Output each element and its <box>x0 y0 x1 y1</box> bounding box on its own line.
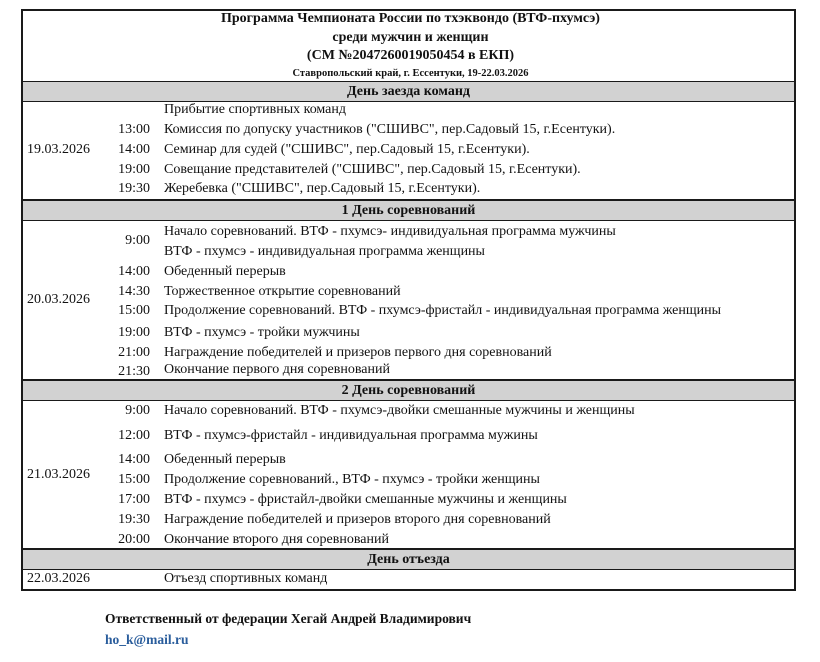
row-time: 21:30 <box>118 364 150 379</box>
row-event: Обеденный перерыв <box>164 264 286 279</box>
row-time: 9:00 <box>125 403 150 418</box>
title-line-2: среди мужчин и женщин <box>332 30 489 45</box>
row-time: 19:00 <box>118 325 150 340</box>
row-time: 15:00 <box>118 303 150 318</box>
row-event: Прибытие спортивных команд <box>164 102 347 117</box>
section-title-day2: 2 День соревнований <box>23 381 794 400</box>
row-event: Окончание первого дня соревнований <box>164 362 390 377</box>
row-event: Семинар для судей ("СШИВС", пер.Садовый 15, г.Есентуки). <box>164 142 530 157</box>
row-time: 19:00 <box>118 162 150 177</box>
row-event: Совещание представителей ("СШИВС", пер.Садовый 15, г.Есентуки). <box>164 162 581 177</box>
title-line-1: Программа Чемпионата России по тхэквондо (ВТФ-пхумсэ) <box>221 11 600 26</box>
row-time: 20:00 <box>118 532 150 547</box>
row-event: Награждение победителей и призеров второго дня соревнований <box>164 512 551 527</box>
row-event: Окончание второго дня соревнований <box>164 532 389 547</box>
row-time: 13:00 <box>118 122 150 137</box>
row-event: ВТФ - пхумсэ - тройки мужчины <box>164 325 360 340</box>
row-time: 19:30 <box>118 181 150 196</box>
row-time: 14:00 <box>118 452 150 467</box>
title-line-3: (СМ №2047260019050454 в ЕКП) <box>306 48 515 63</box>
row-time: 21:00 <box>118 345 150 360</box>
divider <box>23 400 794 401</box>
row-event: Торжественное открытие соревнований <box>164 284 401 299</box>
row-event: Начало соревнований. ВТФ - пхумсэ-двойки смешанные мужчины и женщины <box>164 403 635 418</box>
row-event: ВТФ - пхумсэ - фристайл-двойки смешанные мужчины и женщины <box>164 492 567 507</box>
row-time: 17:00 <box>118 492 150 507</box>
row-time: 12:00 <box>118 428 150 443</box>
venue-dates: Ставропольский край, г. Ессентуки, 19-22.03.2026 <box>292 68 529 79</box>
row-event: Продолжение соревнований. ВТФ - пхумсэ-фристайл - индивидуальная программа женщины <box>164 303 722 318</box>
row-time: 9:00 <box>125 233 150 248</box>
divider <box>23 220 794 221</box>
row-event: Комиссия по допуску участников ("СШИВС", пер.Садовый 15, г.Есентуки). <box>164 122 616 137</box>
section-date: 22.03.2026 <box>27 571 90 586</box>
section-date: 19.03.2026 <box>27 142 90 157</box>
row-time: 19:30 <box>118 512 150 527</box>
row-event: Начало соревнований. ВТФ - пхумсэ- индивидуальная программа мужчины <box>164 224 616 239</box>
section-title-departure: День отъезда <box>23 550 794 569</box>
divider <box>23 101 794 102</box>
responsible-person: Ответственный от федерации Хегай Андрей Владимирович <box>105 611 472 626</box>
row-event: ВТФ - пхумсэ - индивидуальная программа женщины <box>164 244 485 259</box>
section-date: 21.03.2026 <box>27 467 90 482</box>
section-title-arrival: День заезда команд <box>23 82 794 101</box>
row-event: Жеребевка ("СШИВС", пер.Садовый 15, г.Есентуки). <box>164 181 481 196</box>
row-event: Обеденный перерыв <box>164 452 286 467</box>
row-time: 14:00 <box>118 264 150 279</box>
contact-email[interactable]: ho_k@mail.ru <box>105 632 189 647</box>
divider <box>23 569 794 570</box>
row-event: Отъезд спортивных команд <box>164 571 328 586</box>
row-time: 15:00 <box>118 472 150 487</box>
row-time: 14:00 <box>118 142 150 157</box>
row-event: ВТФ - пхумсэ-фристайл - индивидуальная программа мужины <box>164 428 538 443</box>
section-title-day1: 1 День соревнований <box>23 201 794 220</box>
row-event: Награждение победителей и призеров первого дня соревнований <box>164 345 552 360</box>
section-date: 20.03.2026 <box>27 292 90 307</box>
row-time: 14:30 <box>118 284 150 299</box>
row-event: Продолжение соревнований., ВТФ - пхумсэ - тройки женщины <box>164 472 540 487</box>
